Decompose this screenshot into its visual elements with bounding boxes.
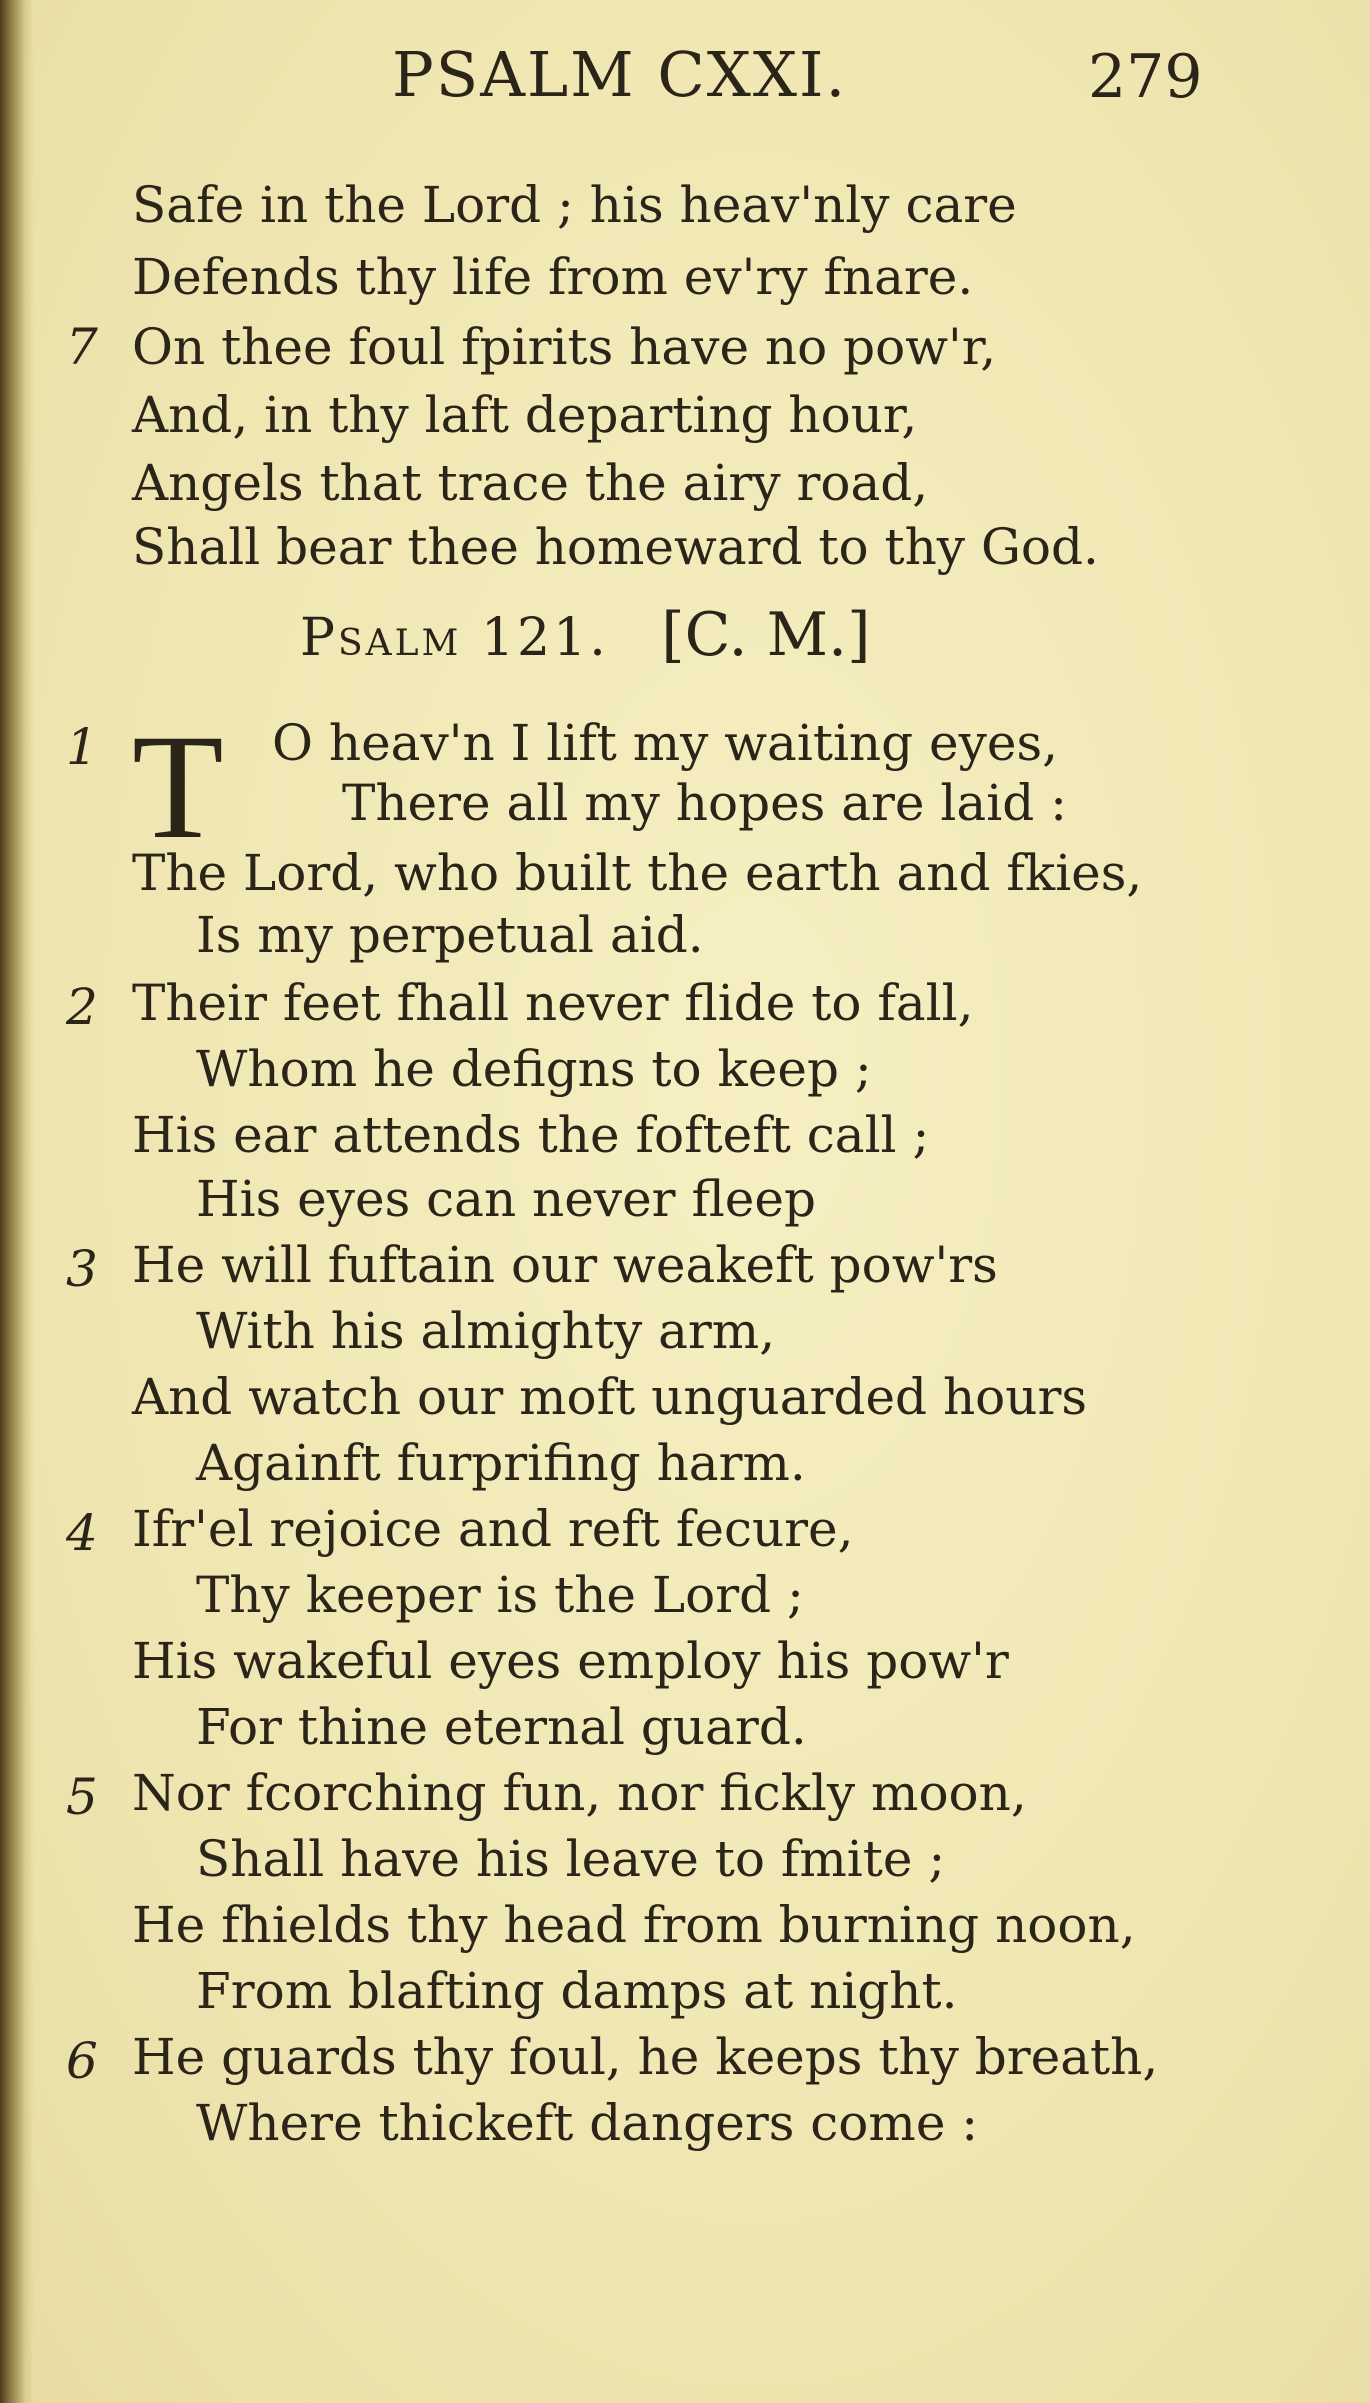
verse-line: His ear attends the fofteft call ; xyxy=(132,1106,930,1164)
verse-line: His wakeful eyes employ his pow'r xyxy=(132,1632,1009,1690)
psalm-title: Psalm 121. xyxy=(300,608,609,668)
verse-line: And, in thy laft departing hour, xyxy=(132,386,918,444)
verse-line: The Lord, who built the earth and fkies, xyxy=(132,844,1143,902)
verse-line: With his almighty arm, xyxy=(196,1302,776,1360)
stanza-number: 5 xyxy=(66,1768,98,1826)
verse-line: Is my perpetual aid. xyxy=(196,906,704,964)
verse-line: There all my hopes are laid : xyxy=(342,774,1067,832)
verse-line: Angels that trace the airy road, xyxy=(132,454,929,512)
stanza-number: 7 xyxy=(66,318,98,376)
verse-line: On thee foul fpirits have no pow'r, xyxy=(132,318,997,376)
stanza-number: 6 xyxy=(66,2032,98,2090)
running-title: PSALM CXXI. xyxy=(392,38,848,111)
verse-line: He guards thy foul, he keeps thy breath, xyxy=(132,2028,1159,2086)
stanza-number: 4 xyxy=(66,1504,98,1562)
verse-line: Nor fcorching fun, nor fickly moon, xyxy=(132,1764,1027,1822)
page-header xyxy=(0,38,1370,118)
verse-line: His eyes can never fleep xyxy=(196,1170,816,1228)
section-heading xyxy=(300,600,871,670)
verse-line: Thy keeper is the Lord ; xyxy=(196,1566,804,1624)
verse-line: Shall bear thee homeward to thy God. xyxy=(132,518,1099,576)
verse-line: Safe in the Lord ; his heav'nly care xyxy=(132,176,1017,234)
verse-line: Ifr'el rejoice and reft fecure, xyxy=(132,1500,854,1558)
page-number: 279 xyxy=(1088,42,1203,112)
verse-line: Whom he defigns to keep ; xyxy=(196,1040,872,1098)
drop-cap: T xyxy=(132,704,224,870)
stanza-number: 1 xyxy=(66,718,98,776)
meter-label: [C. M.] xyxy=(661,600,871,670)
verse-line: Againft furprifing harm. xyxy=(196,1434,806,1492)
binding-shadow xyxy=(0,0,34,2403)
verse-line: He fhields thy head from burning noon, xyxy=(132,1896,1136,1954)
stanza-number: 2 xyxy=(66,978,98,1036)
verse-line: O heav'n I lift my waiting eyes, xyxy=(272,714,1059,772)
verse-line: Defends thy life from ev'ry fnare. xyxy=(132,248,974,306)
verse-line: Where thickeft dangers come : xyxy=(196,2094,979,2152)
verse-line: For thine eternal guard. xyxy=(196,1698,807,1756)
verse-line: He will fuftain our weakeft pow'rs xyxy=(132,1236,998,1294)
verse-line: From blafting damps at night. xyxy=(196,1962,958,2020)
verse-line: Shall have his leave to fmite ; xyxy=(196,1830,946,1888)
verse-line: And watch our moft unguarded hours xyxy=(132,1368,1088,1426)
verse-line: Their feet fhall never flide to fall, xyxy=(132,974,974,1032)
stanza-number: 3 xyxy=(66,1240,98,1298)
